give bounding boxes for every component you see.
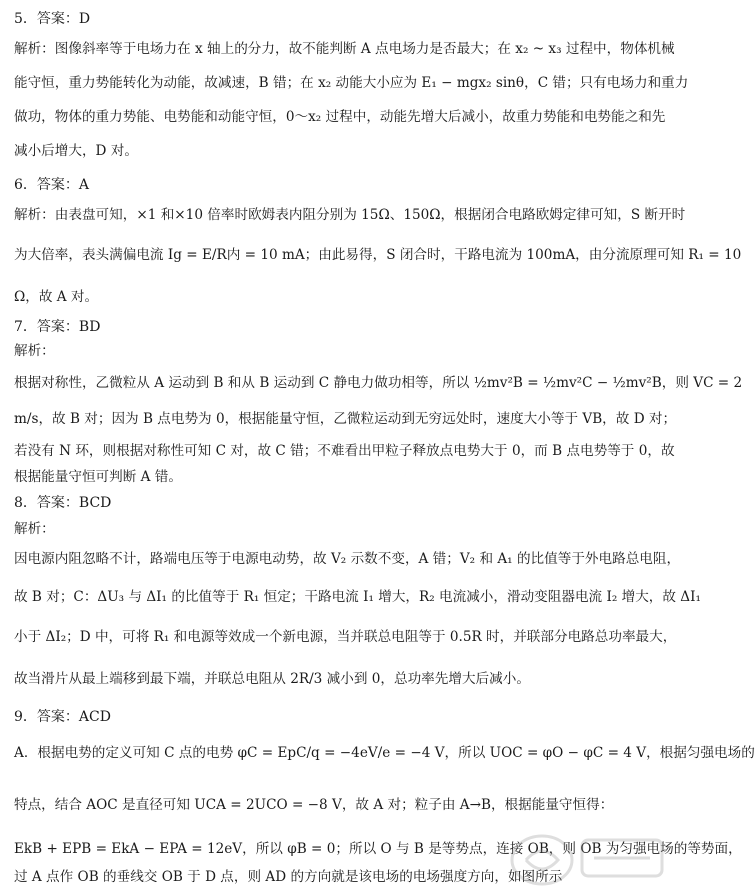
answer-5-analysis-4: 减小后增大，D 对。 [14,143,138,159]
answer-9-analysis-2: 特点，结合 AOC 是直径可知 UCA = 2UCO = −8 V，故 A 对；粒子由 A→B，根据能量守恒得： [14,797,614,813]
answer-5-analysis-1: 解析：图像斜率等于电场力在 x 轴上的分力，故不能判断 A 点电场力是否最大；在 x₂ ~ x₃ 过程中，物体机械 [14,41,675,57]
answer-8-analysis-4: 故当滑片从最上端移到最下端，并联总电阻从 2R/3 减小到 0，总功率先增大后减小。 [14,671,530,687]
answer-8-label: 解析： [14,521,55,537]
answer-5-analysis-3: 做功，物体的重力势能、电势能和动能守恒，0～x₂ 过程中，动能先增大后减小，故重力势能和电势能之和先 [14,109,666,125]
watermark-shape [502,826,672,890]
answer-7-label: 解析： [14,343,55,359]
answer-7-analysis-1: 根据对称性，乙微粒从 A 运动到 B 和从 B 运动到 C 静电力做功相等，所以 ½mv²B = ½mv²C − ½mv²B，则 VC = 2 [14,375,743,391]
answer-7-analysis-4: 根据能量守恒可判断 A 错。 [14,469,182,485]
answer-6-analysis-1: 解析：由表盘可知，×1 和×10 倍率时欧姆表内阻分别为 15Ω、150Ω，根据闭合电路欧姆定律可知，S 断开时 [14,207,686,223]
answer-6-analysis-2: 为大倍率，表头满偏电流 Ig = E/R内 = 10 mA；由此易得，S 闭合时，干路电流为 100mA，由分流原理可知 R₁ = 10 [14,247,742,263]
answer-8-analysis-1: 因电源内阻忽略不计，路端电压等于电源电动势，故 V₂ 示数不变，A 错；V₂ 和 A₁ 的比值等于外电路总电阻， [14,551,681,567]
answer-7-analysis-2: m/s，故 B 对；因为 B 点电势为 0，根据能量守恒，乙微粒运动到无穷远处时，速度大小等于 VB，故 D 对； [14,411,677,427]
answer-9-analysis-4: 过 A 点作 OB 的垂线交 OB 于 D 点，则 AD 的方向就是该电场的电场强度方向，如图所示 [14,869,563,885]
answer-9-analysis-1: A．根据电势的定义可知 C 点的电势 φC = EpC/q = −4eV/e = −4 V，所以 UOC = φO − φC = 4 V，根据匀强电场的 [14,745,755,761]
answer-5-heading: 5．答案：D [14,11,91,27]
answer-8-analysis-2: 故 B 对；C：ΔU₃ 与 ΔI₁ 的比值等于 R₁ 恒定；干路电流 I₁ 增大，R₂ 电流减小，滑动变阻器电流 I₂ 增大，故 ΔI₁ [14,589,701,605]
answer-8-analysis-3: 小于 ΔI₂；D 中，可将 R₁ 和电源等效成一个新电源，当并联总电阻等于 0.5R 时，并联部分电路总功率最大， [14,629,677,645]
answer-7-analysis-3: 若没有 N 环，则根据对称性可知 C 对，故 C 错；不难看出甲粒子释放点电势大于 0，而 B 点电势等于 0，故 [14,443,675,459]
watermark-logo [502,826,672,890]
answer-5-analysis-2: 能守恒，重力势能转化为动能，故减速，B 错；在 x₂ 动能大小应为 E₁ − mgx₂ sinθ，C 错；只有电场力和重力 [14,75,689,91]
answer-6-heading: 6．答案：A [14,177,90,193]
answer-9-analysis-3: EkB + EPB = EkA − EPA = 12eV，所以 φB = 0；所以 O 与 B 是等势点，连接 OB，则 OB 为匀强电场的等势面， [14,841,742,857]
answer-6-analysis-3: Ω，故 A 对。 [14,289,99,305]
answer-7-heading: 7．答案：BD [14,319,101,335]
answer-9-heading: 9．答案：ACD [14,709,111,725]
answer-8-heading: 8．答案：BCD [14,495,112,511]
